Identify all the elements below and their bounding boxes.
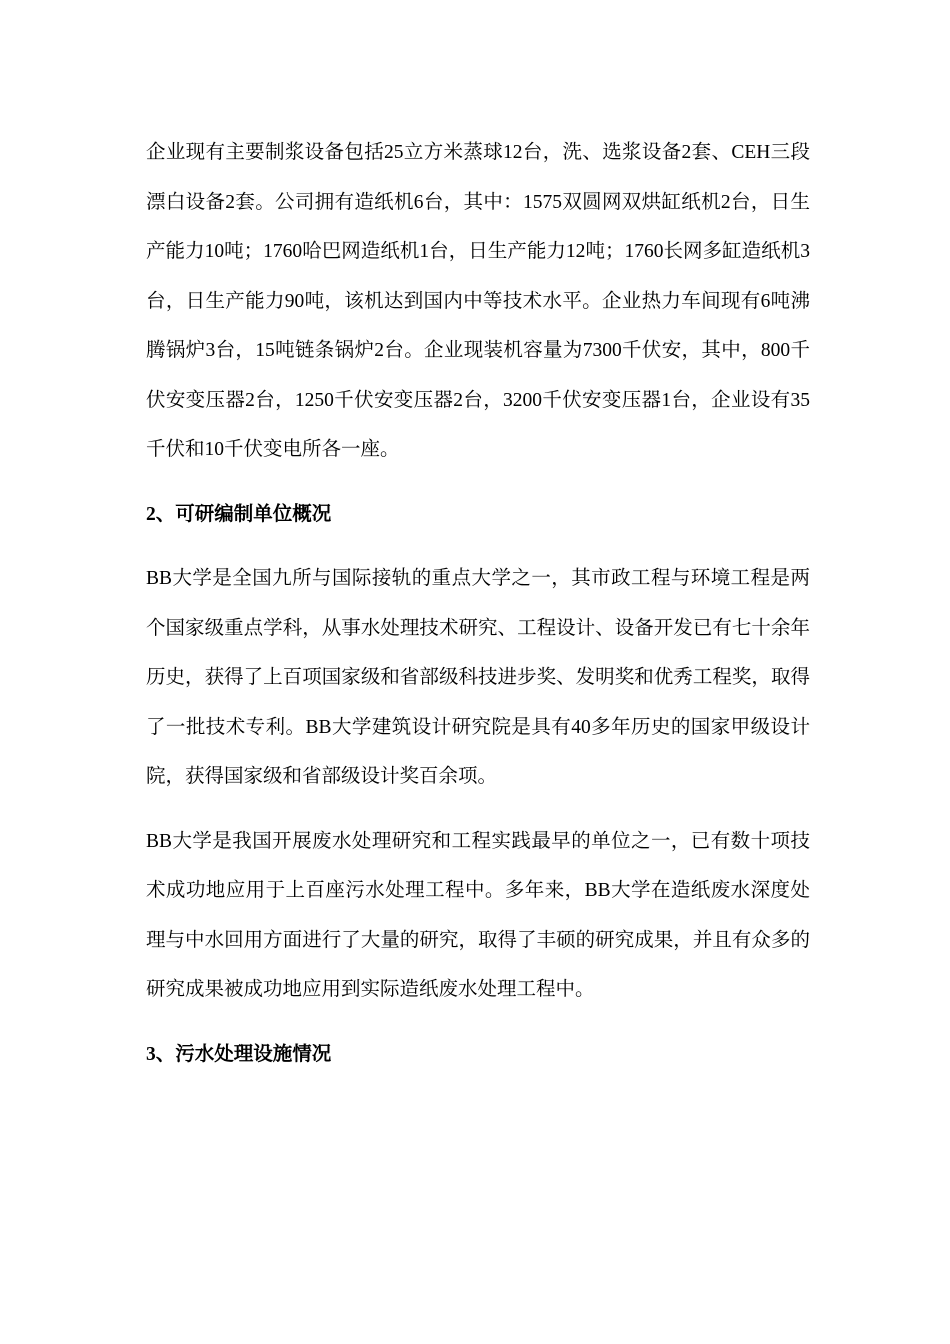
paragraph-university-overview: BB大学是全国九所与国际接轨的重点大学之一，其市政工程与环境工程是两个国家级重点学科，从事水处理技术研究、工程设计、设备开发已有七十余年历史，获得了上百项国家级和省部级科技进步奖、发明奖和优秀工程奖，取得了一批技术专利。BB大学建筑设计研究院是具有40多年历史的国家甲级设计院，获得国家级和省部级设计奖百余项。 <box>146 568 810 787</box>
document-body <box>146 128 810 1079</box>
section-heading-3: 3、污水处理设施情况 <box>146 1043 332 1065</box>
section-heading-2: 2、可研编制单位概况 <box>146 503 332 525</box>
paragraph-university-research: BB大学是我国开展废水处理研究和工程实践最早的单位之一，已有数十项技术成功地应用于上百座污水处理工程中。多年来，BB大学在造纸废水深度处理与中水回用方面进行了大量的研究，取得了丰硕的研究成果，并且有众多的研究成果被成功地应用到实际造纸废水处理工程中。 <box>146 830 810 1000</box>
paragraph-equipment: 企业现有主要制浆设备包括25立方米蒸球12台，洗、选浆设备2套、CEH三段漂白设备2套。公司拥有造纸机6台，其中：1575双圆网双烘缸纸机2台，日生产能力10吨；1760哈巴网造纸机1台，日生产能力12吨；1760长网多缸造纸机3台，日生产能力90吨，该机达到国内中等技术水平。企业热力车间现有6吨沸腾锅炉3台，15吨链条锅炉2台。企业现装机容量为7300千伏安，其中，800千伏安变压器2台，1250千伏安变压器2台，3200千伏安变压器1台，企业设有35千伏和10千伏变电所各一座。 <box>146 142 810 460</box>
